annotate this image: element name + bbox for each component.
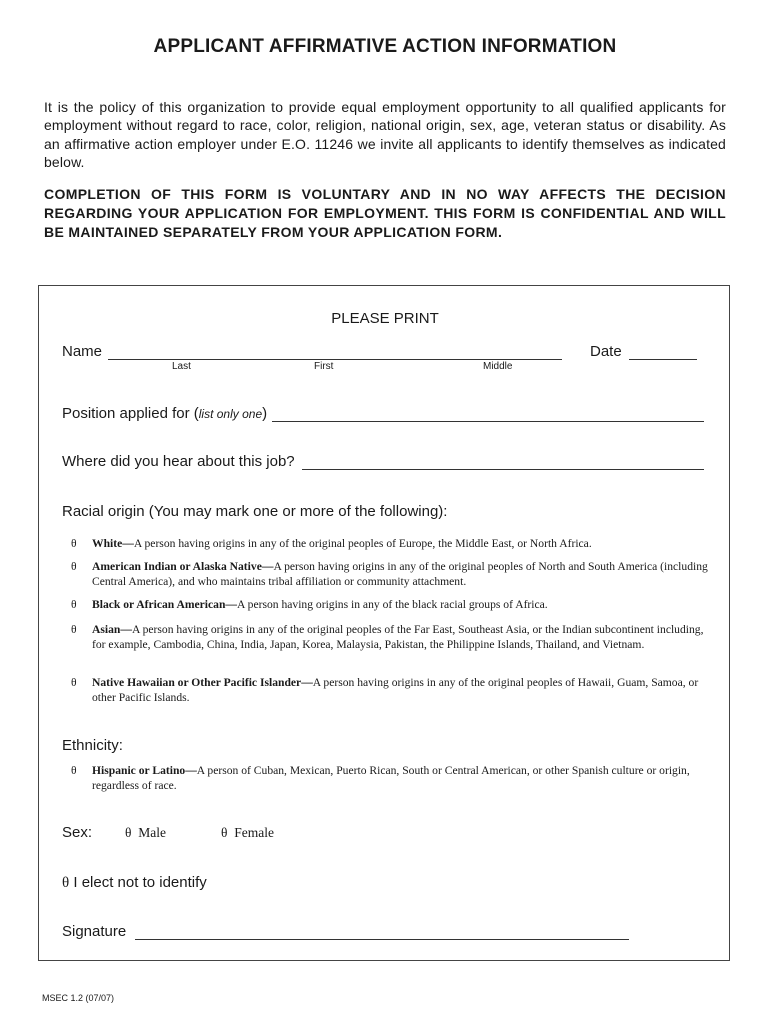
name-sub-middle: Middle [483,361,513,372]
date-label: Date [590,343,622,360]
position-label: Position applied for (list only one) [62,405,268,422]
checkbox-icon[interactable]: θ [71,537,77,550]
checkbox-icon[interactable]: θ [221,825,228,840]
checkbox-icon[interactable]: θ [125,825,132,840]
elect-not-option[interactable]: θ I elect not to identify [62,874,207,891]
ethnicity-label: Ethnicity: [62,737,123,754]
name-sub-first: First [314,361,334,372]
hear-about-field[interactable] [302,455,704,470]
race-option-black[interactable]: θ Black or African American—A person having origins in any of the black racial groups of Africa. [71,598,548,611]
checkbox-icon[interactable]: θ [71,560,77,573]
checkbox-icon[interactable]: θ [71,676,77,689]
checkbox-icon[interactable]: θ [71,598,77,611]
applicant-form-box [38,285,730,961]
form-title: APPLICANT AFFIRMATIVE ACTION INFORMATION [153,36,617,57]
race-option-white[interactable]: θ White—A person having origins in any of the original peoples of Europe, the Middle East, or North Africa. [71,537,592,550]
checkbox-icon[interactable]: θ [62,875,70,891]
name-field[interactable] [108,345,562,360]
date-field[interactable] [629,345,697,360]
name-sub-last: Last [172,361,191,372]
race-option-pacific-islander[interactable]: θ Native Hawaiian or Other Pacific Islander—A person having origins in any of the original peoples of Hawaii, Guam, Samoa, or other Pacific Islands. [71,676,699,704]
please-print-heading: PLEASE PRINT [331,310,439,327]
sex-option-male[interactable]: θ Male [125,825,166,840]
hear-about-label: Where did you hear about this job? [62,453,295,470]
position-field[interactable] [272,407,704,422]
form-code: MSEC 1.2 (07/07) [42,993,115,1003]
signature-field[interactable] [135,925,629,940]
sex-option-female[interactable]: θ Female [221,825,274,840]
race-option-asian[interactable]: θ Asian—A person having origins in any of the original peoples of the Far East, Southeast Asia, or the Indian subcontinent including, for example, Cambodia, China, India, Japan, Korea, Malaysia, Pakistan, the Philippine Islands, Thailand, and Vietnam. [71,623,704,651]
checkbox-icon[interactable]: θ [71,764,77,777]
racial-origin-label: Racial origin (You may mark one or more of the following): [62,503,448,520]
signature-label: Signature [62,923,127,940]
race-option-american-indian[interactable]: θ American Indian or Alaska Native—A person having origins in any of the original peoples of North and South America (including Central America), and who maintains tribal affiliation or community attachment. [71,560,708,588]
policy-paragraph: It is the policy of this organization to provide equal employment opportunity to all qualified applicants for employment without regard to race, color, religion, national origin, sex, age, veteran status or disability. As an affirmative action employer under E.O. 11246 we invite all applicants to identify themselves as indicated below. [44,99,726,170]
voluntary-notice: COMPLETION OF THIS FORM IS VOLUNTARY AND IN NO WAY AFFECTS THE DECISION REGARDING YOUR APPLICATION FOR EMPLOYMENT. THIS FORM IS CONFIDENTIAL AND WILL BE MAINTAINED SEPARATELY FROM YOUR APPLICATION FORM. [44,186,726,240]
name-label: Name [62,343,103,360]
ethnicity-option-hispanic[interactable]: θ Hispanic or Latino—A person of Cuban, Mexican, Puerto Rican, South or Central American, or other Spanish culture or origin, regardless of race. [71,764,690,792]
sex-label: Sex: [62,824,93,841]
checkbox-icon[interactable]: θ [71,623,77,636]
position-note: list only one [198,407,263,421]
